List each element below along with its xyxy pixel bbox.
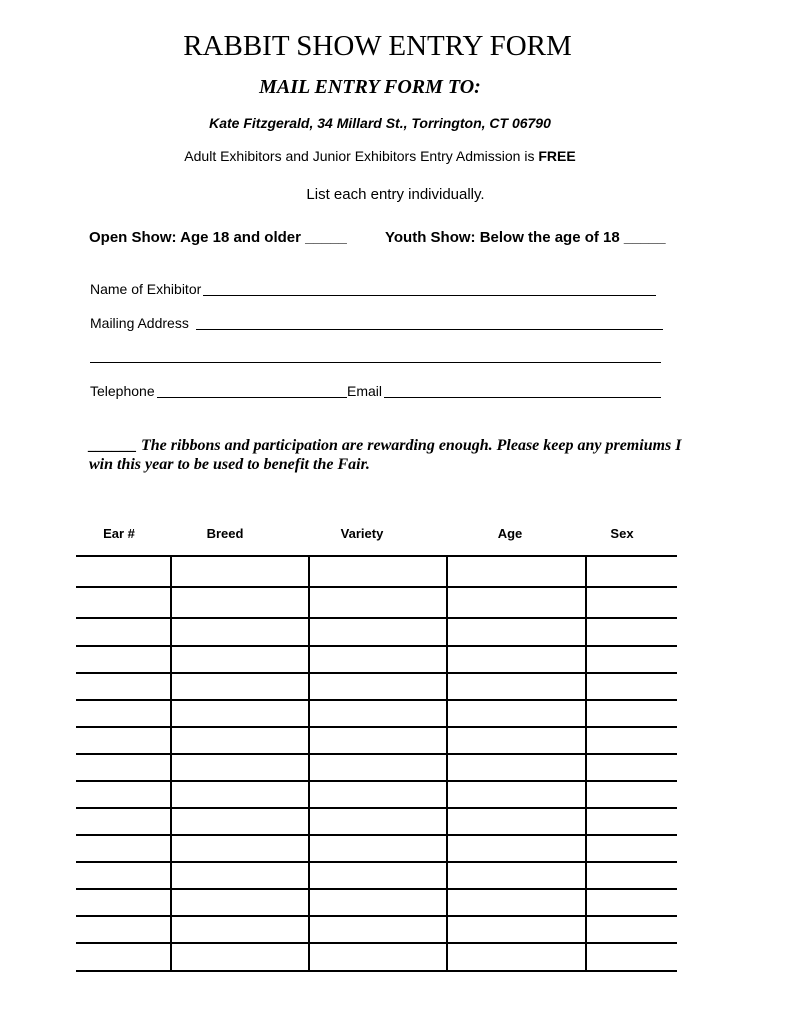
youth-show-option[interactable]: Youth Show: Below the age of 18 _____ [385,229,666,246]
admission-text: Adult Exhibitors and Junior Exhibitors Entry Admission is [184,148,539,164]
column-breed: Breed [206,526,244,541]
list-instruction: List each entry individually. [306,186,485,203]
email-label: Email [347,383,383,399]
name-field[interactable] [203,295,656,296]
admission-note [0,148,760,164]
column-divider [585,556,587,972]
mailing-address-field-line2[interactable] [90,362,661,363]
column-divider [446,556,448,972]
mailing-address-label: Mailing Address [90,315,189,331]
column-sex: Sex [610,526,634,541]
column-divider [170,556,172,972]
admission-free: FREE [538,148,576,164]
premium-donation-option[interactable]: ______ The ribbons and participation are rewarding enough. Please keep any premiums I win this year to be used to benefit the Fair. [89,437,682,473]
column-divider [308,556,310,972]
mailing-address-field[interactable] [196,329,663,330]
mailing-address-text: Kate Fitzgerald, 34 Millard St., Torrington, CT 06790 [209,115,551,131]
name-label: Name of Exhibitor [90,281,202,297]
column-age: Age [497,526,523,541]
telephone-label: Telephone [90,383,155,399]
open-show-option[interactable]: Open Show: Age 18 and older _____ [89,229,347,246]
form-title: RABBIT SHOW ENTRY FORM [183,30,572,62]
telephone-field[interactable] [157,397,347,398]
email-field[interactable] [384,397,661,398]
column-ear: Ear # [103,526,135,541]
column-variety: Variety [340,526,384,541]
mail-instruction: MAIL ENTRY FORM TO: [259,76,481,98]
